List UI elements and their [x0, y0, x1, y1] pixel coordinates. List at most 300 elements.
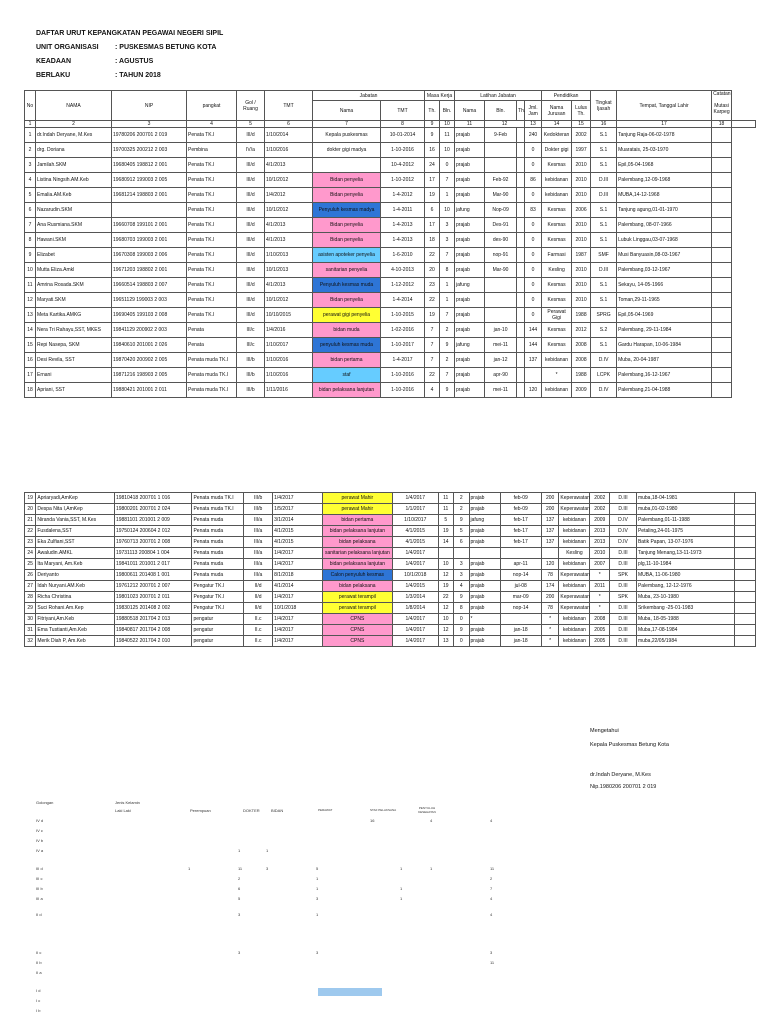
cell-ttl: Batik Papan, 13-07-1976 [636, 537, 734, 548]
cell-bln: 3 [440, 218, 455, 233]
recap-h-perawat: PERAWAT [318, 808, 333, 812]
cell-th: 20 [425, 263, 440, 278]
cell-no: 18 [25, 383, 36, 398]
cell-jab: sanitarian pelaksana lanjutan [322, 548, 392, 559]
cell-nip: 19750124 200604 2 012 [114, 526, 192, 537]
cell-bln: 8 [440, 263, 455, 278]
cell-ttl: Tanjung agung,01-01-1970 [617, 203, 712, 218]
recap-value: 1 [238, 848, 241, 853]
cell-pangkat: Penata [187, 323, 237, 338]
cell-pend: Keperawatan [559, 603, 590, 614]
recap-golongan: III d [36, 866, 43, 871]
cell-bln: 2 [440, 353, 455, 368]
cell-th: 17 [425, 173, 440, 188]
col-number: 17 [617, 121, 712, 128]
cell-bln: 10 [440, 203, 455, 218]
cell-nip: 19660708 199101 2 001 [112, 218, 187, 233]
cell-lth [517, 143, 525, 158]
cell-jam: 78 [541, 570, 559, 581]
cell-jam: 144 [525, 323, 542, 338]
cell-jam: 120 [541, 559, 559, 570]
cell-ting: S.1 [591, 128, 617, 143]
cell-no: 6 [25, 203, 36, 218]
cell-jam: 0 [525, 158, 542, 173]
table-row [25, 592, 756, 603]
cell-no: 20 [25, 504, 36, 515]
cell-lat: prajab [455, 173, 485, 188]
cell-nama: Desi Revila, SST [36, 353, 112, 368]
cell-tmt: 3/1/2014 [273, 515, 323, 526]
cell-gol: III/d [237, 248, 265, 263]
cell-cat [712, 263, 732, 278]
cell-pend: Kesmas [542, 218, 572, 233]
cell-jtmt: 1/4/2017 [393, 548, 438, 559]
cell-tmt: 10/1/2012 [265, 293, 313, 308]
cell-pangkat: Pengatur TK.I [192, 603, 244, 614]
cell-lth [517, 263, 525, 278]
cell-jam: 137 [541, 515, 559, 526]
cell-nama: Hawani.SKM [36, 233, 112, 248]
recap-value: 1 [316, 876, 319, 881]
cell-tmt: 10/1/2018 [273, 603, 323, 614]
cell-lat: prajab [469, 493, 500, 504]
cell-bln: 0 [440, 158, 455, 173]
cell-cat [712, 308, 732, 323]
recap-value: 2 [490, 876, 493, 881]
cell-lth [517, 353, 525, 368]
cell-pangkat: Penata TK.I [187, 173, 237, 188]
cell-lbln: jul-08 [500, 581, 541, 592]
cell-ting: D.IV [591, 353, 617, 368]
cell-th: 5 [438, 515, 454, 526]
cell-no: 25 [25, 559, 36, 570]
cell-jtmt: 1-4-2012 [381, 188, 425, 203]
cell-lbln: feb-09 [500, 504, 541, 515]
cell-no: 32 [25, 636, 36, 647]
cell-gol: III/d [237, 203, 265, 218]
cell-pangkat: Penata muda TK.I [192, 493, 244, 504]
cell-lbln: mei-11 [485, 383, 517, 398]
cell-pend: Kesmas [542, 338, 572, 353]
cell-bln: 0 [454, 614, 470, 625]
cell-jam: 137 [541, 537, 559, 548]
cell-jab: bidan pelaksana [322, 581, 392, 592]
col-lat-th: Th. [517, 101, 525, 121]
cell-gol: III/b [237, 368, 265, 383]
cell-nip: 19731113 200804 1 004 [114, 548, 192, 559]
cell-gol: III/d [237, 263, 265, 278]
cell-bln: 2 [454, 504, 470, 515]
cell-pend: * [542, 368, 572, 383]
cell-ttl: Palembang,21-04-1988 [617, 383, 712, 398]
table-row [25, 603, 756, 614]
recap-value: 5 [316, 866, 319, 871]
cell-nip: 19800201 200701 2 024 [114, 504, 192, 515]
cell-pend: Kesling [542, 263, 572, 278]
cell-cat [735, 493, 756, 504]
cell-lbln: Mar-90 [485, 188, 517, 203]
cell-bln: 9 [440, 338, 455, 353]
col-number: 8 [381, 121, 425, 128]
recap-value: 1 [400, 886, 403, 891]
cell-jam: 0 [525, 143, 542, 158]
recap-value: 2 [238, 876, 241, 881]
cell-ttl: Palembang, 08-07-1966 [617, 218, 712, 233]
cell-lulus: 2008 [572, 353, 591, 368]
cell-ttl: Palembang,01-11-1988 [636, 515, 734, 526]
cell-ting: S.1 [591, 293, 617, 308]
cell-th [438, 548, 454, 559]
recap-value: 4 [490, 896, 493, 901]
cell-lulus: 1997 [572, 143, 591, 158]
cell-lbln: Feb-92 [485, 173, 517, 188]
cell-no: 10 [25, 263, 36, 278]
cell-no: 9 [25, 248, 36, 263]
cell-jam: * [541, 636, 559, 647]
cell-no: 14 [25, 323, 36, 338]
cell-cat [712, 158, 732, 173]
cell-pangkat: Penata TK.I [187, 278, 237, 293]
col-masa-kerja: Masa Kerja [425, 91, 455, 101]
cell-tmt: 4/1/2013 [265, 158, 313, 173]
table-row [25, 158, 756, 173]
col-number: 4 [187, 121, 237, 128]
cell-nip: 19801023 200701 2 011 [114, 592, 192, 603]
col-tingkat: Tingkat Ijasah [591, 91, 617, 121]
table-row [25, 559, 756, 570]
cell-lulus: 2013 [590, 537, 610, 548]
cell-jam [525, 368, 542, 383]
cell-th: 7 [425, 338, 440, 353]
cell-lbln: nop-91 [485, 248, 517, 263]
cell-lulus: 2011 [590, 581, 610, 592]
cell-nip: 19780206 200701 2 019 [112, 128, 187, 143]
cell-ting: S.1 [591, 278, 617, 293]
table-row [25, 353, 756, 368]
cell-jab: staf [313, 368, 381, 383]
cell-no: 24 [25, 548, 36, 559]
cell-lbln: nop-14 [500, 570, 541, 581]
cell-jam [541, 548, 559, 559]
recap-h-dokter: DOKTER [243, 808, 260, 813]
cell-nip: 19680405 198812 2 001 [112, 158, 187, 173]
cell-jab: perawat terampil [322, 592, 392, 603]
col-number: 18 [712, 121, 732, 128]
cell-no: 3 [25, 158, 36, 173]
cell-pangkat: Pengatur TK.I [192, 592, 244, 603]
cell-lat: jafung [455, 278, 485, 293]
cell-jam: 0 [525, 248, 542, 263]
cell-lulus: 2002 [572, 128, 591, 143]
cell-pangkat: Penata muda TK.I [187, 368, 237, 383]
recap-value: 4 [490, 912, 493, 917]
cell-jtmt: 1/1/2017 [393, 504, 438, 515]
cell-lat: prajab [455, 143, 485, 158]
cell-pend: Kesmas [542, 278, 572, 293]
cell-lbln: apr-11 [500, 559, 541, 570]
cell-jtmt: 1-10-2016 [381, 383, 425, 398]
cell-nama: Nera Tri Rahayu,SST, MKES [36, 323, 112, 338]
cell-lbln: feb-17 [500, 515, 541, 526]
cell-ttl: muba,22/05/1984 [636, 636, 734, 647]
cell-pangkat: pengatur [192, 625, 244, 636]
cell-cat [712, 383, 732, 398]
cell-no: 21 [25, 515, 36, 526]
cell-pangkat: Pengatur TK.I [192, 581, 244, 592]
cell-lbln: feb-17 [500, 526, 541, 537]
cell-lulus: * [590, 603, 610, 614]
cell-lbln [500, 614, 541, 625]
cell-cat [735, 625, 756, 636]
cell-cat [712, 173, 732, 188]
cell-bln: 6 [454, 537, 470, 548]
cell-pangkat: Pembina [187, 143, 237, 158]
cell-th: 6 [425, 203, 440, 218]
cell-ttl: Palembang,12-09-1968 [617, 173, 712, 188]
cell-jam: 83 [525, 203, 542, 218]
recap-h-bidan: BIDAN [271, 808, 284, 813]
recap-golongan: IV a [36, 848, 44, 853]
cell-jtmt: 1-10-2016 [381, 143, 425, 158]
col-number: 12 [485, 121, 525, 128]
cell-no: 26 [25, 570, 36, 581]
cell-pend: Dokter gigi [542, 143, 572, 158]
cell-nama: Emalia.AM.Keb [36, 188, 112, 203]
cell-th: 7 [425, 323, 440, 338]
cell-ttl: Muba, 18-05-1988 [636, 614, 734, 625]
cell-no: 7 [25, 218, 36, 233]
cell-jam: 240 [525, 128, 542, 143]
cell-cat [735, 515, 756, 526]
cell-lulus: 1988 [572, 368, 591, 383]
cell-ttl: muba,18-04-1981 [636, 493, 734, 504]
cell-lulus: 2009 [590, 515, 610, 526]
cell-ttl: Srikembang -25-01-1983 [636, 603, 734, 614]
cell-nama: Ita Maryani, Am.Keb [36, 559, 115, 570]
cell-nama: Ernani [36, 368, 112, 383]
cell-nip: 19840522 201704 2 010 [114, 636, 192, 647]
cell-cat [712, 338, 732, 353]
cell-nip: 19690405 199103 2 008 [112, 308, 187, 323]
cell-lbln: Mar-90 [485, 263, 517, 278]
cell-ttl: Toman,29-11-1965 [617, 293, 712, 308]
col-number: 3 [112, 121, 187, 128]
cell-bln: 9 [454, 592, 470, 603]
cell-nama: Ana Rusmiana.SKM [36, 218, 112, 233]
cell-pend: Keperawatan [559, 592, 590, 603]
cell-ting: S.2 [591, 323, 617, 338]
cell-pend: Kedokteran [542, 128, 572, 143]
recap-value: 3 [238, 950, 241, 955]
cell-lat: jafung [455, 338, 485, 353]
cell-lat: prajab [469, 592, 500, 603]
table-row [25, 128, 756, 143]
cell-gol: II.c [244, 625, 273, 636]
recap-golongan: IV c [36, 828, 43, 833]
cell-jab: bidan muda [313, 323, 381, 338]
cell-jab: Bidan penyelia [313, 173, 381, 188]
cell-pend: kebidanan [559, 614, 590, 625]
cell-ting: D.III [591, 173, 617, 188]
cell-lulus: 2010 [572, 278, 591, 293]
cell-th: 19 [425, 188, 440, 203]
cell-pangkat: Penata TK.I [187, 308, 237, 323]
cell-jab: Bidan penyelia [313, 233, 381, 248]
cell-lulus: 2008 [572, 338, 591, 353]
cell-lat: prajab [455, 308, 485, 323]
cell-pend: Kesling [559, 548, 590, 559]
cell-cat [735, 559, 756, 570]
recap-h-pr: Perempuan [190, 808, 211, 813]
recap-golongan: I b [36, 1008, 41, 1013]
cell-ting: S.1 [591, 338, 617, 353]
cell-nip: 19651129 199003 2 003 [112, 293, 187, 308]
cell-tmt: 1/11/2016 [265, 383, 313, 398]
cell-lbln [485, 143, 517, 158]
cell-pangkat: Penata TK.I [187, 188, 237, 203]
recap-h-penyuluh: PENYULUH KESEHATAN [418, 806, 436, 814]
recap-value: 11 [238, 866, 243, 871]
recap-value: 3 [266, 866, 269, 871]
cell-tmt: 1/10/2016 [265, 368, 313, 383]
cell-pangkat: Penata muda [192, 526, 244, 537]
recap-h-lk: Laki Laki [115, 808, 131, 813]
cell-no: 16 [25, 353, 36, 368]
cell-jtmt: 1/4/2017 [393, 614, 438, 625]
cell-pangkat: Penata TK.I [187, 293, 237, 308]
cell-jab: asisten apoteker penyelia [313, 248, 381, 263]
cell-th: 14 [438, 537, 454, 548]
cell-ttl: Epil,05-04-1969 [617, 308, 712, 323]
cell-lulus: 2010 [572, 173, 591, 188]
recap-value: 16 [370, 818, 375, 823]
cell-gol: III/b [237, 383, 265, 398]
table-row [25, 581, 756, 592]
cell-lbln [485, 308, 517, 323]
cell-nama: dr.Indah Deryane, M.Kes [36, 128, 112, 143]
col-gol: Gol / Ruang [237, 91, 265, 121]
cell-cat [712, 203, 732, 218]
cell-th: 7 [425, 353, 440, 368]
keadaan-value: : AGUSTUS [115, 58, 154, 65]
cell-tmt: 4/1/2013 [265, 233, 313, 248]
cell-jam: 0 [525, 233, 542, 248]
cell-no: 2 [25, 143, 36, 158]
recap-golongan: II a [36, 970, 42, 975]
cell-lulus: 2005 [590, 636, 610, 647]
cell-bln: 5 [454, 526, 470, 537]
cell-ting: SMF [591, 248, 617, 263]
cell-ttl: Palembang,16-12-1967 [617, 368, 712, 383]
cell-nama: Listina Ningsih.AM.Keb [36, 173, 112, 188]
cell-pend: kebidanan [542, 353, 572, 368]
cell-lat: prajab [455, 323, 485, 338]
cell-th: 12 [438, 625, 454, 636]
col-pangkat: pangkat [187, 91, 237, 121]
cell-lat: prajab [469, 581, 500, 592]
cell-nip: 19870420 200902 2 005 [112, 353, 187, 368]
cell-th: 24 [425, 158, 440, 173]
cell-th: 18 [425, 233, 440, 248]
cell-jab: Calon penyuluh kesmas [322, 570, 392, 581]
cell-nama: Merik Diah P, Am.Keb [36, 636, 115, 647]
table-row [25, 570, 756, 581]
cell-nip: 19830125 201408 2 002 [114, 603, 192, 614]
cell-bln: 4 [454, 581, 470, 592]
cell-th: 19 [438, 526, 454, 537]
cell-th: 10 [438, 559, 454, 570]
unit-value: : PUSKESMAS BETUNG KOTA [115, 44, 217, 51]
cell-ttl: MUBA,14-12-1968 [617, 188, 712, 203]
cell-lth [517, 338, 525, 353]
col-number: 7 [313, 121, 381, 128]
cell-cat [735, 581, 756, 592]
cell-no: 28 [25, 592, 36, 603]
cell-tmt: 1/4/2012 [265, 188, 313, 203]
cell-lth [517, 278, 525, 293]
recap-h-pelaksana: STAF PELAKSANA [370, 808, 397, 812]
cell-nama: Deriyanto [36, 570, 115, 581]
cell-bln: 2 [454, 493, 470, 504]
cell-tmt: 1/10/2016 [265, 143, 313, 158]
cell-lat: prajab [469, 603, 500, 614]
table-row [25, 625, 756, 636]
cell-bln: 8 [454, 603, 470, 614]
cell-bln: 7 [440, 308, 455, 323]
cell-nama: Eka Zulfiani,SST [36, 537, 115, 548]
cell-nip: 19841129 200902 2 003 [112, 323, 187, 338]
cell-nip: 19840610 201001 2 026 [112, 338, 187, 353]
cell-pangkat: Penata TK.I [187, 218, 237, 233]
cell-ting: SPK [610, 570, 637, 581]
cell-jab: bidan pelaksana lanjutan [322, 526, 392, 537]
cell-cat [735, 614, 756, 625]
cell-jtmt: 1/4/2017 [393, 493, 438, 504]
cell-ting: D.III [610, 581, 637, 592]
cell-ttl: Petaling,24-01-1975 [636, 526, 734, 537]
cell-gol: III/d [237, 218, 265, 233]
table-row [25, 293, 756, 308]
col-number: 6 [265, 121, 313, 128]
cell-lth [517, 173, 525, 188]
cell-lat: prajab [469, 537, 500, 548]
cell-jab: dokter gigi madya [313, 143, 381, 158]
cell-jab: Bidan penyelia [313, 218, 381, 233]
cell-jtmt: 1-10-2017 [381, 338, 425, 353]
table-row [25, 338, 756, 353]
cell-ttl: plg,11-10-1984 [636, 559, 734, 570]
cell-tmt: 1/4/2017 [273, 614, 323, 625]
cell-lat: prajab [455, 383, 485, 398]
cell-gol: II/d [244, 603, 273, 614]
cell-pangkat: Penata [187, 338, 237, 353]
table-row [25, 218, 756, 233]
cell-gol: III/d [237, 128, 265, 143]
cell-jab: perawat gigi penyelia [313, 308, 381, 323]
cell-cat [712, 218, 732, 233]
cell-no: 15 [25, 338, 36, 353]
cell-ting: S.1 [591, 143, 617, 158]
cell-pend: kebidanan [559, 515, 590, 526]
table-row [25, 383, 756, 398]
cell-gol: III/d [237, 173, 265, 188]
cell-ttl: Muba,17-08-1984 [636, 625, 734, 636]
cell-ting: D.III [591, 188, 617, 203]
cell-th: 13 [438, 636, 454, 647]
cell-ting: S.1 [591, 218, 617, 233]
cell-jtmt: 1-4-2013 [381, 233, 425, 248]
cell-pend: Keperawatan [559, 570, 590, 581]
